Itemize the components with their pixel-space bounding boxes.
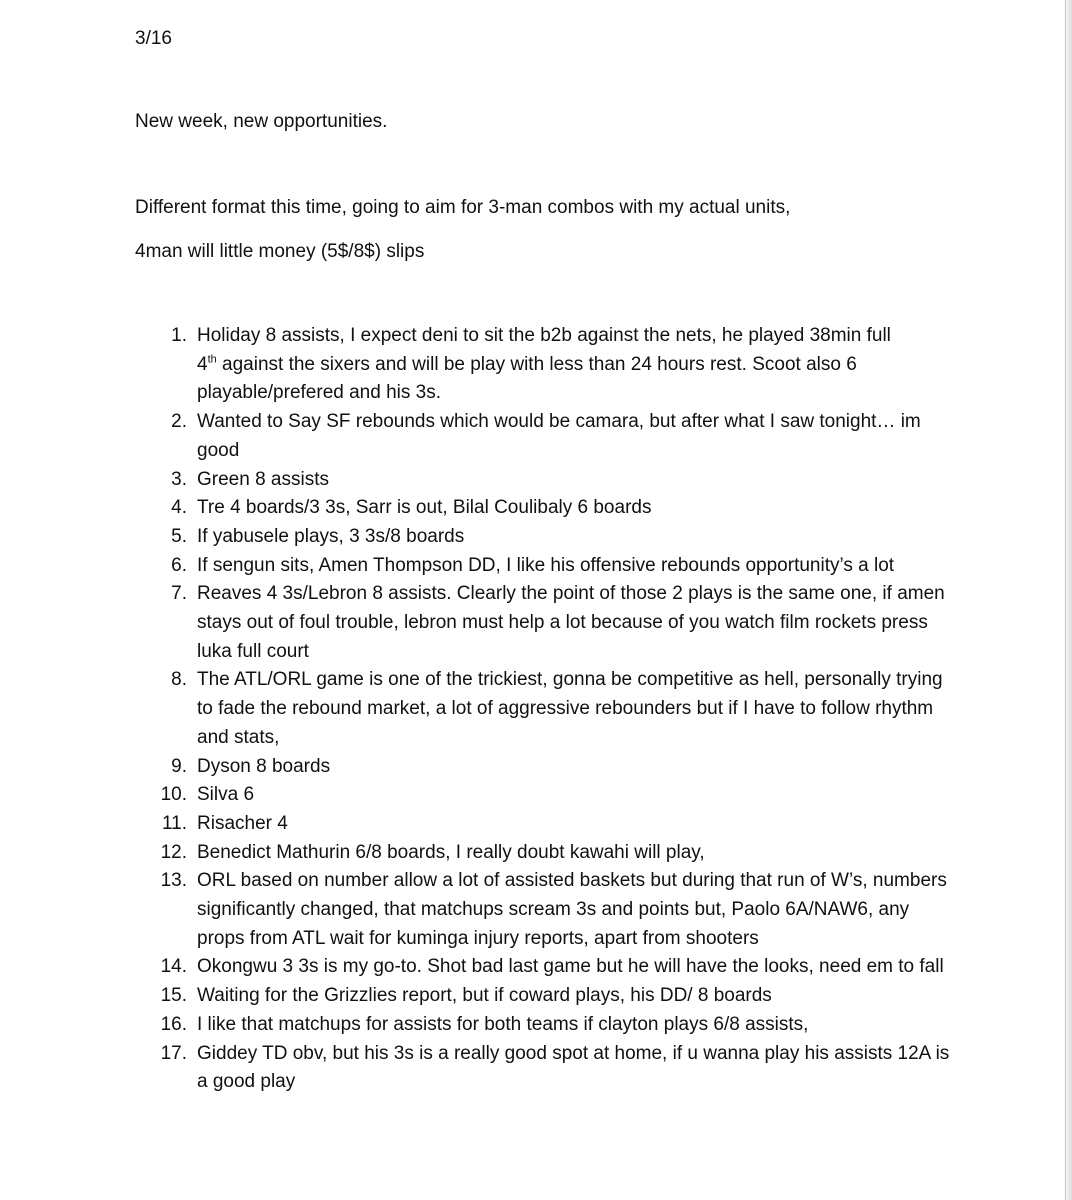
- list-item: [0, 753, 957, 782]
- list-item-number: 4.: [171, 497, 187, 519]
- list-item-number: 2.: [171, 411, 187, 433]
- slips-paragraph: 4man will little money (5$/8$) slips: [135, 241, 425, 262]
- list-item-number: 7.: [171, 583, 187, 605]
- list-item-text: The ATL/ORL game is one of the trickiest, gonna be competitive as hell, personally trying to fade the rebound market, a lot of aggressive rebounders but if I have to follow rhythm and stats,: [197, 669, 943, 748]
- list-item-number: 5.: [171, 525, 187, 547]
- list-item-line: playable/prefered and his 3s.: [197, 382, 441, 404]
- list-item-text: [197, 322, 957, 408]
- list-item: [0, 1040, 957, 1097]
- list-item-number: 14.: [160, 956, 187, 978]
- list-item: [0, 953, 957, 982]
- list-item-text: Wanted to Say SF rebounds which would be camara, but after what I saw tonight… im good: [197, 411, 921, 461]
- list-item-number: 3.: [171, 468, 187, 490]
- list-item-text: I like that matchups for assists for both teams if clayton plays 6/8 assists,: [197, 1013, 809, 1035]
- list-item-number: 9.: [171, 755, 187, 777]
- list-item-text: Okongwu 3 3s is my go-to. Shot bad last game but he will have the looks, need em to fall: [197, 956, 944, 978]
- list-item: [0, 494, 957, 523]
- list-item: [0, 666, 957, 752]
- format-paragraph: Different format this time, going to aim for 3-man combos with my actual units,: [135, 197, 791, 218]
- intro-paragraph: New week, new opportunities.: [135, 111, 388, 132]
- list-item-text: Reaves 4 3s/Lebron 8 assists. Clearly the point of those 2 plays is the same one, if amen stays out of foul trouble, lebron must help a lot because of you watch film rockets press luka full court: [197, 583, 945, 662]
- list-item-number: 16.: [160, 1013, 187, 1035]
- list-item-text: Benedict Mathurin 6/8 boards, I really doubt kawahi will play,: [197, 841, 705, 863]
- list-item: [0, 781, 957, 810]
- list-item-number: 12.: [160, 841, 187, 863]
- list-item: [0, 810, 957, 839]
- list-item-text: Green 8 assists: [197, 468, 329, 490]
- list-item-number: 11.: [161, 812, 187, 834]
- date-heading: 3/16: [135, 28, 172, 49]
- list-item: [0, 867, 957, 953]
- list-item-number: 17.: [160, 1042, 187, 1064]
- list-item: [0, 580, 957, 666]
- list-item-line: Holiday 8 assists, I expect deni to sit the b2b against the nets, he played 38min full: [197, 325, 891, 346]
- list-item: [0, 1011, 957, 1040]
- list-item-text: Tre 4 boards/3 3s, Sarr is out, Bilal Coulibaly 6 boards: [197, 497, 652, 519]
- list-item-number: 6.: [171, 554, 187, 576]
- list-item-text: Risacher 4: [197, 812, 288, 834]
- superscript: th: [207, 353, 217, 366]
- list-item-line: against the sixers and will be play with less than 24 hours rest. Scoot also 6: [216, 353, 857, 375]
- list-item-text: Dyson 8 boards: [197, 755, 331, 777]
- list-item-text: If yabusele plays, 3 3s/8 boards: [197, 525, 465, 547]
- list-item: [0, 322, 957, 408]
- list-item-number: 13.: [160, 870, 187, 892]
- list-item: [0, 408, 957, 465]
- list-item-number: 8.: [171, 669, 187, 691]
- picks-list: [0, 322, 1072, 1097]
- list-item-number: 10.: [160, 784, 187, 806]
- list-item-text: ORL based on number allow a lot of assisted baskets but during that run of W’s, numbers significantly changed, that matchups scream 3s and points but, Paolo 6A/NAW6, any props from ATL wait for kuminga injury reports, apart from shooters: [197, 870, 947, 949]
- list-item: [0, 839, 957, 868]
- list-item-text: Silva 6: [197, 784, 255, 806]
- list-item: [0, 552, 957, 581]
- list-item: [0, 466, 957, 495]
- page-edge-line: [1065, 0, 1066, 1200]
- list-item-text: Waiting for the Grizzlies report, but if coward plays, his DD/ 8 boards: [197, 985, 772, 1007]
- list-item-text: Giddey TD obv, but his 3s is a really good spot at home, if u wanna play his assists 12A is a good play: [197, 1042, 950, 1093]
- list-item-number: 1.: [171, 325, 187, 346]
- list-item-number: 15.: [160, 985, 187, 1007]
- list-item-line: 4: [197, 353, 208, 375]
- list-item: [0, 982, 957, 1011]
- list-item: [0, 523, 957, 552]
- list-item-text: If sengun sits, Amen Thompson DD, I like his offensive rebounds opportunity’s a lot: [197, 554, 895, 576]
